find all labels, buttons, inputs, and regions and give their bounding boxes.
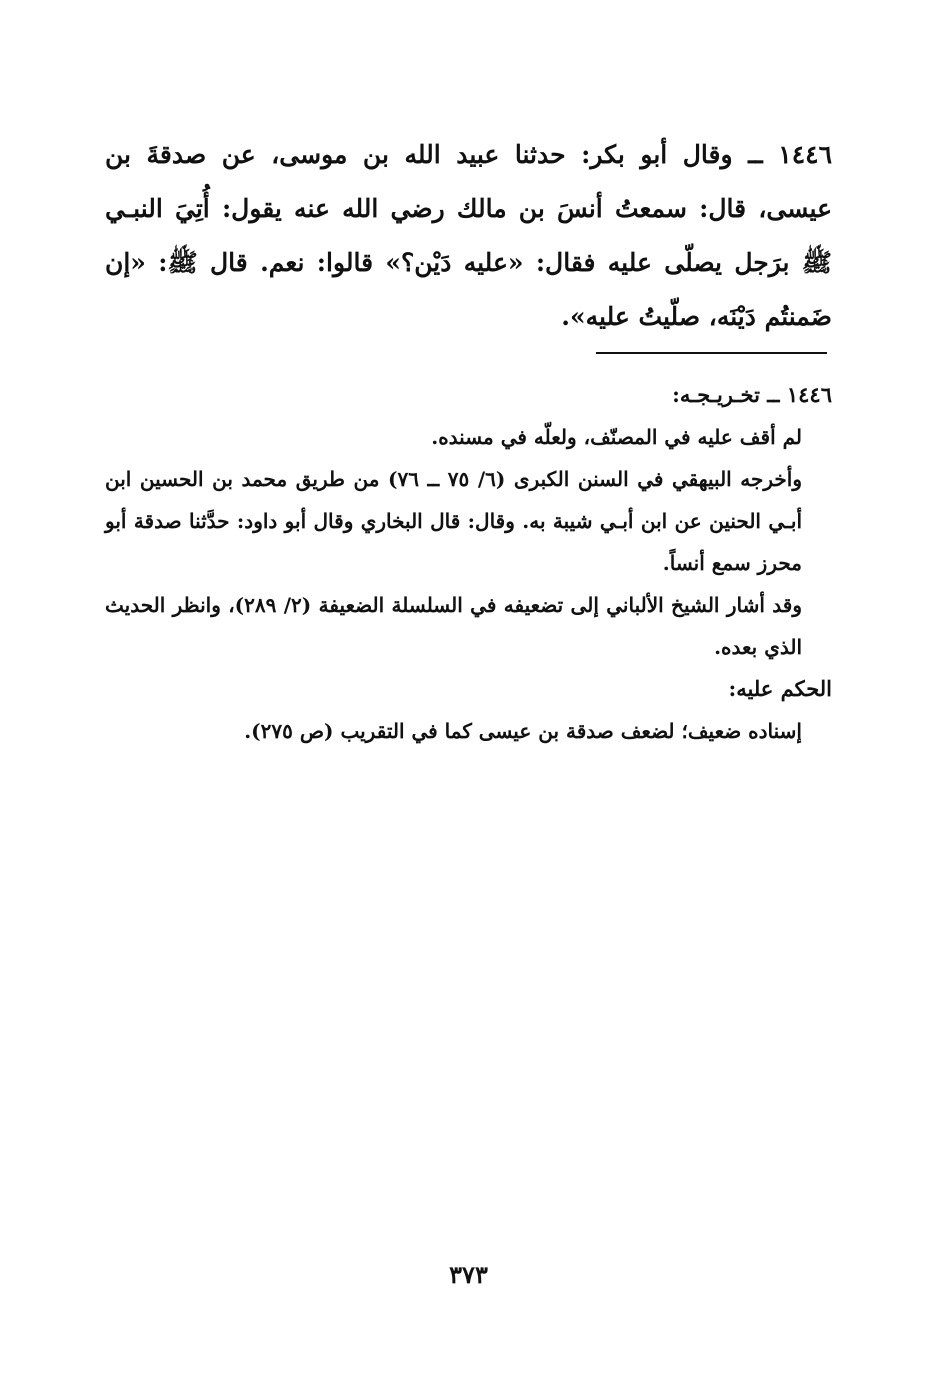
footnote-separator (596, 352, 827, 354)
footnotes (105, 374, 832, 752)
takhrij-paragraph-2: وأخرجه البيهقي في السنن الكبرى (٦/ ٧٥ ــ ٧٦) من طريق محمد بن الحسين ابن أبـي الحنين عن ابن أبـي شيبة به. وقال: قال البخاري وقال أبو داود: حدَّثنا صدقة أبو محرز سمع أنساً. (105, 467, 802, 575)
takhrij-heading: ١٤٤٦ ــ تخـريـجـه: (672, 382, 832, 407)
ruling-text: إسناده ضعيف؛ لضعف صدقة بن عيسى كما في التقريب (ص ٢٧٥). (244, 719, 802, 743)
ruling-heading: الحكم عليه: (728, 676, 832, 701)
takhrij-paragraph-3: وقد أشار الشيخ الألباني إلى تضعيفه في السلسلة الضعيفة (٢/ ٢٨٩)، وانظر الحديث الذي بعده. (105, 593, 802, 659)
hadith-text: ١٤٤٦ ــ وقال أبو بكر: حدثنا عبيد الله بن موسى، عن صدقةَ بن عيسى، قال: سمعتُ أنسَ بن مالك رضي الله عنه يقول: أُتِيَ النبـي ﷺ برَجل يصلّى عليه فقال: «عليه دَيْن؟» قالوا: نعم. قال ﷺ: «إن ضَمنتُم دَيْنَه، صلّيتُ عليه». (105, 140, 832, 331)
takhrij-paragraph-1: لم أقف عليه في المصنّف، ولعلّه في مسنده. (431, 425, 802, 449)
page-number: ٣٧٣ (449, 1260, 488, 1289)
